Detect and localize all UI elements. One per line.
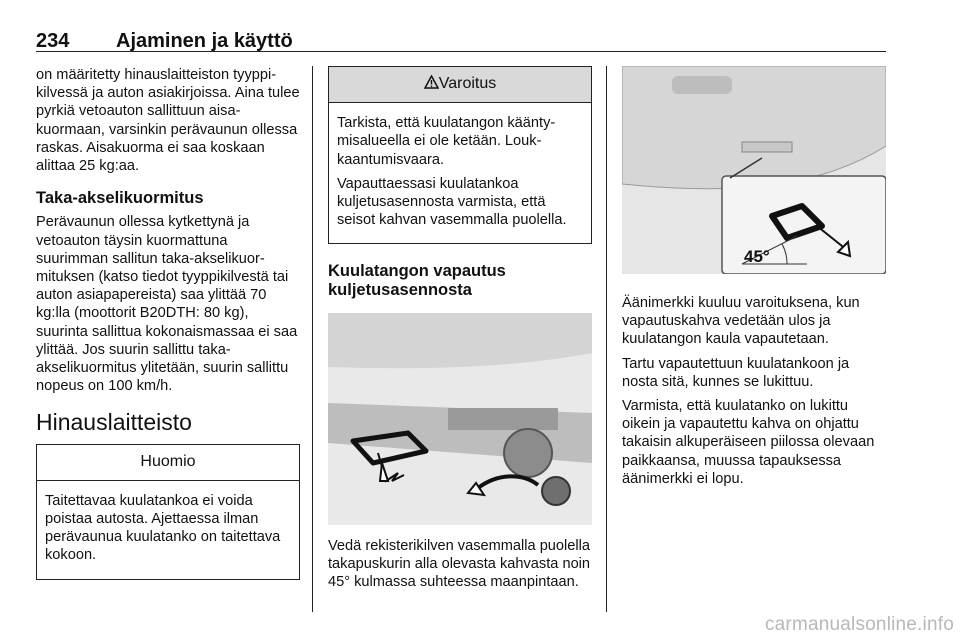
column-3 bbox=[622, 66, 886, 494]
figure-caption: Vedä rekisterikilven vasemmalla puolella takapuskurin alla olevasta kahvasta noin 45° kulmassa suhteessa maanpintaan. bbox=[328, 537, 591, 591]
handle-illustration bbox=[328, 313, 592, 525]
column-2 bbox=[328, 66, 592, 597]
column-1 bbox=[36, 66, 300, 580]
warning-paragraph-1: Tarkista, että kuulatangon kääntymisalueella ei ole ketään. Loukkaantumisvaara. bbox=[337, 115, 556, 168]
warning-box-header bbox=[329, 67, 591, 103]
col3-paragraph-3: Varmista, että kuulatanko on lukittu oikein ja vapautettu kahva on ohjattu takaisin alkuperäiseen piilossa olevaan paikkaansa, muussa tapauksessa äänimerkki ei lopu. bbox=[622, 398, 875, 487]
page-number: 234 bbox=[36, 30, 70, 52]
header-rule bbox=[36, 51, 886, 52]
release-heading: Kuulatangon vapautus kuljetusasennosta bbox=[328, 262, 506, 299]
warning-triangle-icon bbox=[424, 75, 439, 89]
note-box-text: Taitettavaa kuulatankoa ei voida poistaa autosta. Ajettaessa ilman perävaunua kuulatanko on taitettava kokoon. bbox=[45, 492, 281, 564]
note-box-title: Huomio bbox=[37, 445, 299, 481]
column-divider-1 bbox=[312, 66, 313, 612]
towing-section-heading: Hinauslaitteisto bbox=[36, 409, 192, 436]
warning-box bbox=[328, 66, 592, 244]
note-box bbox=[36, 444, 300, 580]
warning-paragraph-2: Vapauttaessasi kuulatankoa kuljetusasennosta varmista, että seisot kahvan vasemmalla puolella. bbox=[337, 175, 567, 229]
rear-axle-paragraph: Perävaunun ollessa kytkettynä ja vetoauton täysin kuormattuna suurimman sallitun taka-akselikuormituksen (katso tiedot tyyppikilvestä tai auton asiapapereista) saa ylittää 70 kg:lla (moottorit B20DTH: 80 kg), suurinta sallittua kokonaismassaa ei saa ylittää. Jos suurin sallittu taka-akselikuormitus ylitetään, suurin sallittu nopeus on 100 km/h. bbox=[36, 214, 298, 395]
rear-axle-heading: Taka-akselikuormitus bbox=[36, 189, 204, 208]
watermark-text: carmanualsonline.info bbox=[764, 614, 954, 635]
col3-paragraph-1: Äänimerkki kuuluu varoituksena, kun vapautuskahva vedetään ulos ja kuulatangon kaula vapautetaan. bbox=[622, 295, 860, 348]
chapter-title: Ajaminen ja käyttö bbox=[116, 30, 293, 52]
intro-paragraph: on määritetty hinauslaitteiston tyyppikilvessä ja auton asiakirjoissa. Aina tulee pyrkiä vetoauton sallittuun aisakuormaan, varsinkin perävaunun ollessa raskas. Aisakuorma ei saa koskaan alittaa 25 kg:aa. bbox=[36, 67, 300, 175]
column-divider-2 bbox=[606, 66, 607, 612]
angle-label: 45° bbox=[744, 247, 770, 266]
bumper-illustration bbox=[622, 66, 886, 274]
warning-box-title: Varoitus bbox=[438, 75, 497, 92]
col3-paragraph-2: Tartu vapautettuun kuulatankoon ja nosta sitä, kunnes se lukittuu. bbox=[622, 355, 850, 390]
